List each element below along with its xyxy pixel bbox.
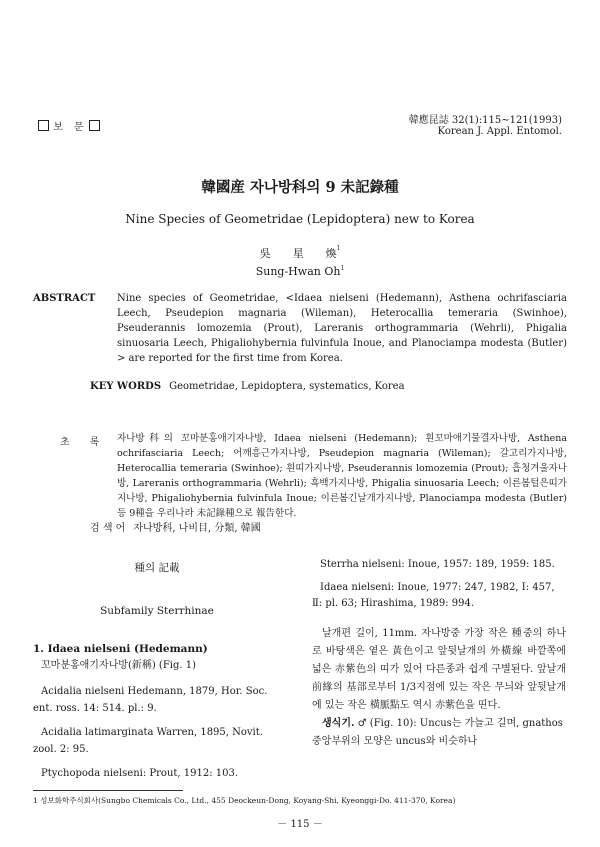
footnote-rule — [33, 790, 183, 791]
article-category — [38, 118, 100, 133]
bracket-box-right — [89, 120, 100, 131]
category-left: 보 — [53, 122, 64, 133]
footnote: 1 성보화학주식회사(Sungbo Chemicals Co., Ltd., 455 Deockeun-Dong, Koyang-Shi, Kyeonggi-Do. 411-370, Korea) — [33, 796, 456, 805]
korean-keywords-text: 자나방科, 나비目, 分類, 韓國 — [133, 523, 261, 534]
genitalia-text: ♂ (Fig. 10): Uncus는 가늘고 길며, gnathos 중앙부위의 모양은 uncus와 비슷하나 — [312, 717, 563, 747]
keywords-text: Geometridae, Lepidoptera, systematics, Korea — [169, 381, 405, 392]
genitalia-label: 생식기. — [322, 717, 355, 729]
keywords-label: KEY WORDS — [90, 381, 162, 392]
journal-ref: 韓應昆誌 32(1):115∼121(1993) — [408, 115, 562, 126]
right-column — [312, 557, 566, 751]
reference-1: Sterrha nielseni: Inoue, 1957: 189, 1959: 185. — [320, 559, 555, 570]
journal-meta — [409, 115, 562, 137]
abstract-text: Nine species of Geometridae, <Idaea nielseni (Hedemann), Asthena ochrifasciaria Leech, Pseudepion magnaria (Wileman), Heterocallia temeraria (Swinhoe), Pseuderannis lomozemia (Prout), Lareranis orthogrammaria (Wehrli), Phigalia sinuosaria Leech, Phigaliohybernia fulvinfula Inoue, and Planociampa modesta (Butler) > are reported for the first time from Korea. — [117, 293, 567, 364]
korean-keywords — [90, 521, 560, 536]
abstract-label: ABSTRACT — [33, 293, 96, 304]
author-ko-name: 吳 星 煥 — [259, 247, 337, 260]
subfamily-heading: Subfamily Sterrhinae — [100, 604, 214, 617]
page-number: － 115 － — [277, 819, 323, 830]
abstract-keywords — [90, 379, 560, 394]
section-heading: 種의 記載 — [134, 562, 180, 574]
author-korean — [0, 245, 600, 261]
reference-2: Idaea nielseni: Inoue, 1977: 247, 1982, Ⅰ: 457, Ⅱ: pl. 63; Hirashima, 1989: 994. — [312, 581, 555, 609]
synonym-3: Ptychopoda nielseni: Prout, 1912: 103. — [41, 768, 239, 779]
title-korean: 韓國産 자나방科의 9 未記錄種 — [201, 179, 399, 196]
korean-abstract-label: 초 록 — [60, 437, 100, 448]
synonym-1: Acidalia nielseni Hedemann, 1879, Hor. Soc. ent. ross. 14: 514. pl.: 9. — [33, 686, 268, 714]
synonym-2: Acidalia latimarginata Warren, 1895, Novit. zool. 2: 95. — [33, 727, 263, 755]
author-en-name: Sung-Hwan Oh — [255, 265, 341, 278]
author-sup: 1 — [336, 245, 341, 252]
species-korean-name: 꼬마분홍애기자나방(新稱) (Fig. 1) — [41, 659, 196, 671]
species-heading: 1. Idaea nielseni (Hedemann) — [33, 643, 208, 655]
bracket-box-left — [38, 120, 49, 131]
korean-keywords-label: 검 색 어 — [90, 523, 126, 534]
author-en-sup: 1 — [340, 265, 345, 272]
description: 날개편 길이, 11mm. 자나방중 가장 작은 種중의 하나로 바탕색은 옅은 黃色이고 앞뒷날개의 外橫線 바깥쪽에 넓은 赤紫色의 띠가 있어 다른종과 쉽게 구별된다. 앞날개 前緣의 基部로부터 1/3지점에 있는 작은 무늬와 앞뒷날개에 있는 작은 橫脈點도 역시 赤紫色을 띤다. — [312, 627, 566, 711]
korean-abstract-text: 자나방科의 꼬마분홍애기자나방, Idaea nielseni (Hedemann); 흰꼬마애기물결자나방, Asthena ochrifasciaria Leech; 어깨흥근가지나방, Pseudepion magnaria (Wileman); 갈고리가지나방, Heterocallia temeraria (Swinhoe); 흰띠가지나방, Pseuderannis lomozemia (Prout); 흡청겨울자나방, Lareranis orthogrammaria (Wehrli); 흑백가지나방, Phigalia sinuosaria Leech; 이른봄털은띠가지나방, Phigaliohybernia fulvinfula Inoue; 이른봄긴날개가지나방, Planociampa modesta (Butler)등 9種을 우리나라 未記錄種으로 報告한다. — [117, 433, 567, 519]
title-english: Nine Species of Geometridae (Lepidoptera) new to Korea — [125, 212, 475, 226]
author-english — [0, 265, 600, 278]
category-right: 문 — [74, 122, 85, 133]
genitalia-paragraph — [312, 715, 566, 751]
left-column — [33, 558, 281, 783]
journal-en: Korean J. Appl. Entomol. — [437, 126, 562, 137]
